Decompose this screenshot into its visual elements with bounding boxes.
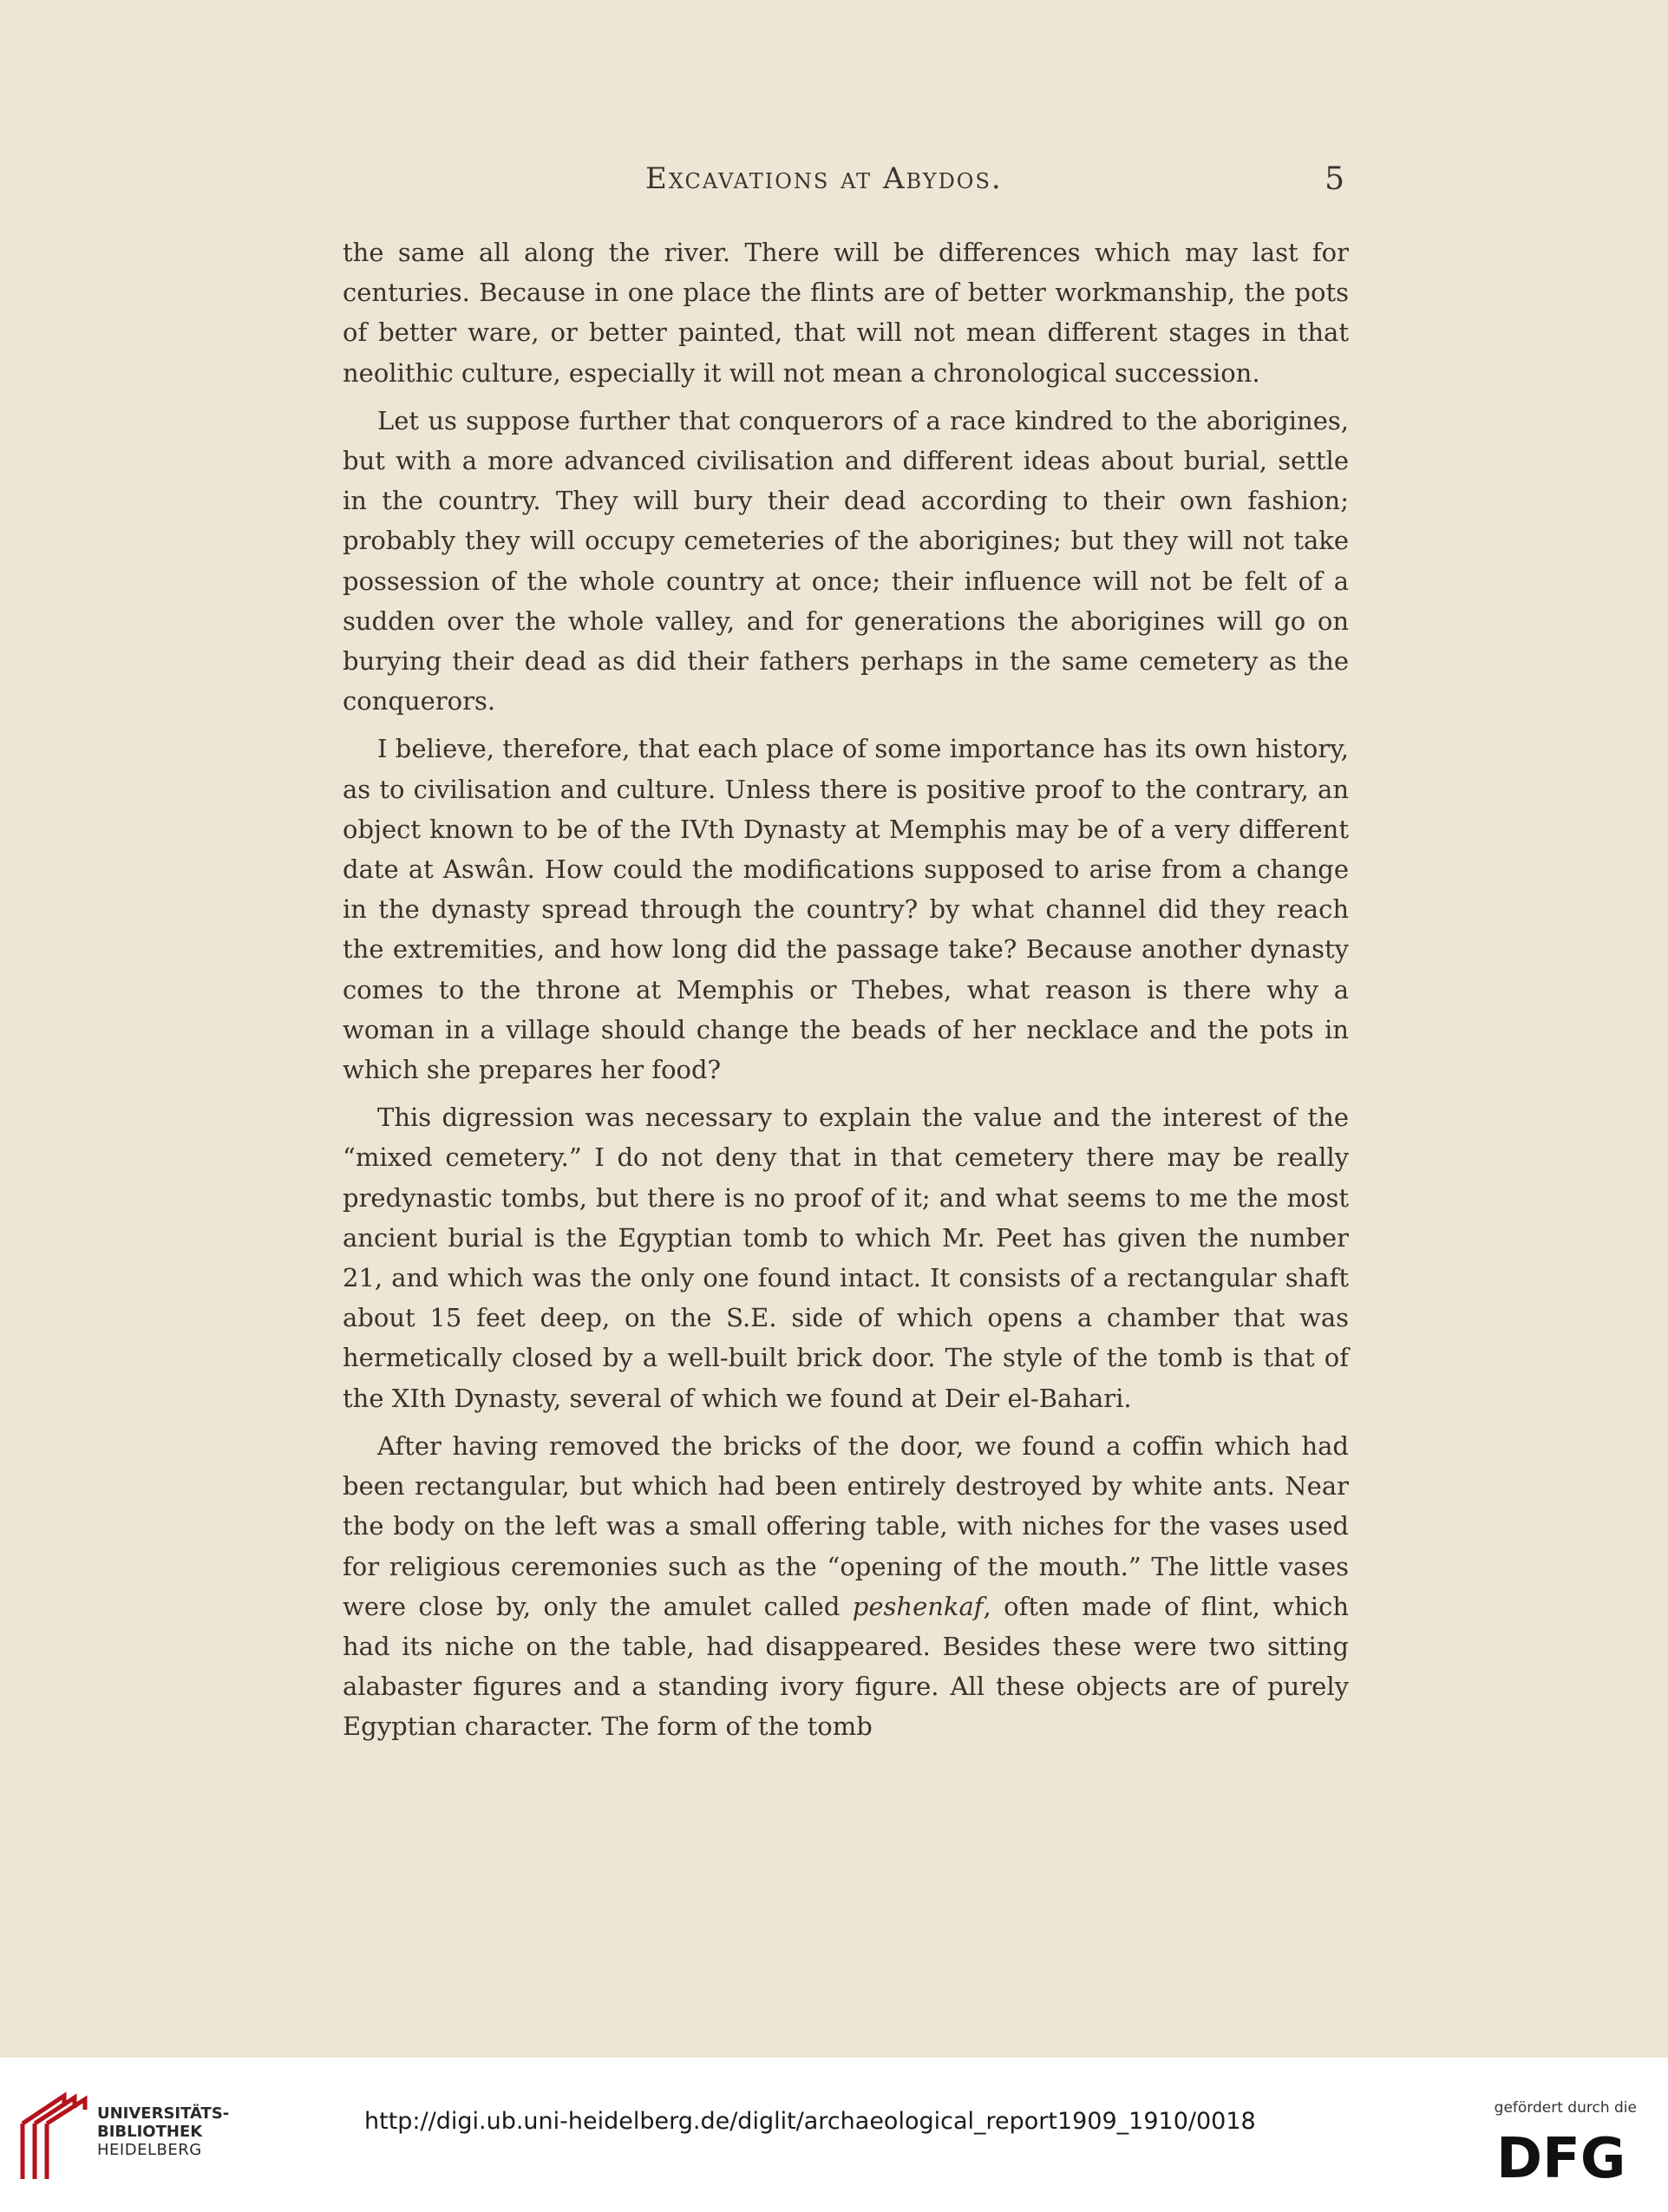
library-name — [97, 2104, 229, 2159]
footer-bar — [0, 2058, 1668, 2212]
paragraph-conquerors: Let us suppose further that conquerors of a race kindred to the aborigines, but with a more advanced civilisation and different ideas about burial, settle in the country. They will bury their dead according to their own fashion; probably they will occupy cemeteries of the aborigines; but they will not take possession of the whole country at once; their influence will not be felt of a sudden over the whole valley, and for generations the aborigines will go on burying their dead as did their fathers perhaps in the same cemetery as the conquerors. — [343, 405, 1349, 717]
coffin-text-part1: After having removed the bricks of the door, we found a coffin which had been rectangular, but which had been entirely destroyed by white ants. Near the body on the left was a small offering table, with niches for the vases used for religious ceremonies such as the “opening of the mouth.” The little vases were close by, only the amulet called — [343, 1430, 1349, 1621]
library-line-1: UNIVERSITÄTS- — [97, 2104, 230, 2123]
dfg-logo-text: DFG — [1496, 2127, 1626, 2183]
body-text — [343, 232, 1349, 1755]
dfg-logo — [1493, 2127, 1640, 2183]
running-title: Excavations at Abydos. — [645, 161, 1003, 196]
paragraph-coffin — [343, 1426, 1349, 1747]
running-head — [347, 161, 1353, 213]
digital-copy-link[interactable]: http://digi.ub.uni-heidelberg.de/diglit/archaeological_report1909_1910/0018 — [364, 2108, 1256, 2135]
page-number: 5 — [1325, 161, 1344, 197]
university-library-logo — [16, 2089, 95, 2183]
paragraph-continuation: the same all along the river. There will be differences which may last for centuries. Because in one place the flints are of better workmanship, the pots of better ware, or better painted, that will not mean different stages in that neolithic culture, especially it will not mean a chronological succession. — [343, 238, 1349, 388]
italic-term: peshenkaf — [852, 1591, 984, 1621]
paragraph-mixed-cemetery: This digression was necessary to explain the value and the interest of the “mixed cemetery.” I do not deny that in that cemetery there may be really predynastic tombs, but there is no proof of it; and what seems to me the most ancient burial is the Egyptian tomb to which Mr. Peet has given the number 21, and which was the only one found intact. It consists of a rectangular shaft about 15 feet deep, on the S.E. side of which opens a chamber that was hermetically closed by a well-built brick door. The style of the tomb is that of the XIth Dynasty, several of which we found at Deir el-Bahari. — [343, 1103, 1349, 1413]
library-line-2: BIBLIOTHEK — [97, 2123, 203, 2141]
paragraph-local-history: I believe, therefore, that each place of some importance has its own history, as to civilisation and culture. Unless there is positive proof to the contrary, an object known to be of the IVth Dynasty at Memphis may be of a very different date at Aswân. How could the modifications supposed to arise from a change in the dynasty spread through the country? by what channel did they reach the extremities, and how long did the passage take? Because another dynasty comes to the throne at Memphis or Thebes, what reason is there why a woman in a village should change the beads of her necklace and the pots in which she prepares her food? — [343, 734, 1349, 1085]
library-line-3: HEIDELBERG — [97, 2141, 202, 2159]
coffin-text-part2: , often made of flint, which had its niche on the table, had disappeared. Besides these were two sitting alabaster figures and a standing ivory figure. All these objects are of purely Egyptian character. The form of the tomb — [343, 1591, 1349, 1742]
funding-text: gefördert durch die — [1494, 2099, 1637, 2117]
